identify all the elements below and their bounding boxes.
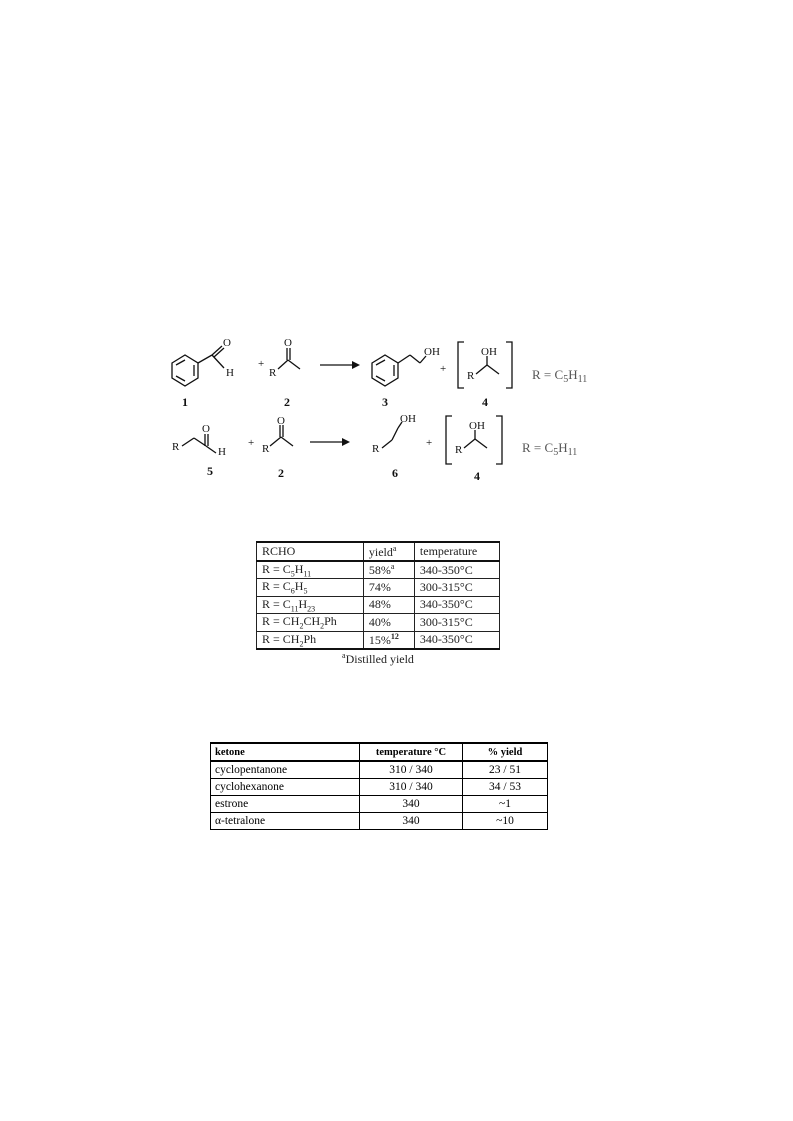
arrowhead-2 <box>342 438 350 446</box>
cell-temperature: 300-315°C <box>414 579 499 596</box>
benzaldehyde-structure <box>172 346 224 386</box>
cell-yield: 74% <box>363 579 414 596</box>
plus-sign: + <box>248 437 255 449</box>
compound-number: 4 <box>474 469 480 483</box>
cell-yield: ~10 <box>463 813 548 830</box>
cell-yield: 15%$^{12}$ <box>363 631 414 649</box>
atom-label-oh: OH <box>481 346 497 358</box>
atom-label-r: R <box>269 367 277 379</box>
header-ketone: ketone <box>211 743 360 761</box>
cell-ketone: cyclohexanone <box>211 779 360 796</box>
cell-rcho: $R = CH_2Ph$ <box>257 631 364 649</box>
atom-label-h: H <box>226 367 234 379</box>
methyl-ketone-structure-2 <box>270 425 293 446</box>
cell-temperature: 340-350°C <box>414 561 499 579</box>
cell-yield: ~1 <box>463 796 548 813</box>
compound-number: 5 <box>207 464 213 478</box>
cell-rcho: $R = C_{11}H_{23}$ <box>257 596 364 613</box>
table-row <box>211 779 548 796</box>
header-temperature: temperature <box>414 542 499 561</box>
cell-rcho: $R = C_5H_{11}$ <box>257 561 364 579</box>
compound-number: 6 <box>392 466 398 480</box>
plus-sign: + <box>440 363 447 375</box>
atom-label-o: O <box>223 337 231 349</box>
plus-sign: + <box>426 437 433 449</box>
cell-yield: 58%$^a$ <box>363 561 414 579</box>
cell-ketone: estrone <box>211 796 360 813</box>
table-row <box>257 561 500 579</box>
table-row <box>211 761 548 779</box>
table-header-row <box>211 743 548 761</box>
atom-label-o: O <box>284 337 292 349</box>
ketone-yield-table <box>210 742 548 830</box>
methyl-ketone-structure <box>278 348 300 369</box>
atom-label-r: R <box>262 443 270 455</box>
header-yield: % yield <box>463 743 548 761</box>
r-definition-2: $R = C_5H_{11}$ <box>522 440 578 458</box>
primary-alcohol-structure <box>382 422 402 448</box>
compound-number: 2 <box>278 466 284 480</box>
cell-temperature: 340 <box>360 813 463 830</box>
atom-label-oh: OH <box>469 420 485 432</box>
table-row <box>211 796 548 813</box>
table-footnote: $^a$Distilled yield <box>342 651 414 666</box>
atom-label-o: O <box>202 423 210 435</box>
table-row <box>257 631 500 649</box>
cell-temperature: 310 / 340 <box>360 779 463 796</box>
cell-yield: 23 / 51 <box>463 761 548 779</box>
cell-ketone: cyclopentanone <box>211 761 360 779</box>
r-definition-1: $R = C_5H_{11}$ <box>532 367 588 385</box>
atom-label-r: R <box>455 444 463 456</box>
table-header-row <box>257 542 500 561</box>
cell-yield: 34 / 53 <box>463 779 548 796</box>
table-row <box>211 813 548 830</box>
compound-number: 1 <box>182 395 188 409</box>
cell-temperature: 340-350°C <box>414 596 499 613</box>
arrowhead-1 <box>352 361 360 369</box>
compound-number: 2 <box>284 395 290 409</box>
cell-rcho: $R = C_6H_5$ <box>257 579 364 596</box>
atom-label-o: O <box>277 415 285 427</box>
atom-label-r: R <box>372 443 380 455</box>
compound-number: 3 <box>382 395 388 409</box>
reaction-scheme <box>160 330 620 490</box>
cell-yield: 40% <box>363 614 414 631</box>
header-yield: yield$^a$ <box>363 542 414 561</box>
atom-label-oh: OH <box>424 346 440 358</box>
cell-temperature: 340 <box>360 796 463 813</box>
compound-number: 4 <box>482 395 488 409</box>
atom-label-r: R <box>172 441 180 453</box>
cell-temperature: 300-315°C <box>414 614 499 631</box>
aldehyde-yield-table <box>256 541 500 650</box>
header-rcho: RCHO <box>257 542 364 561</box>
atom-label-oh: OH <box>400 413 416 425</box>
table-row <box>257 596 500 613</box>
plus-sign: + <box>258 358 265 370</box>
cell-rcho: $R = CH_2CH_2Ph$ <box>257 614 364 631</box>
cell-temperature: 340-350°C <box>414 631 499 649</box>
cell-temperature: 310 / 340 <box>360 761 463 779</box>
aldehyde-structure <box>182 434 216 453</box>
header-temperature: temperature °C <box>360 743 463 761</box>
table-row <box>257 579 500 596</box>
atom-label-h: H <box>218 446 226 458</box>
atom-label-r: R <box>467 370 475 382</box>
cell-yield: 48% <box>363 596 414 613</box>
table-row <box>257 614 500 631</box>
cell-ketone: α-tetralone <box>211 813 360 830</box>
benzyl-alcohol-structure <box>372 355 426 386</box>
